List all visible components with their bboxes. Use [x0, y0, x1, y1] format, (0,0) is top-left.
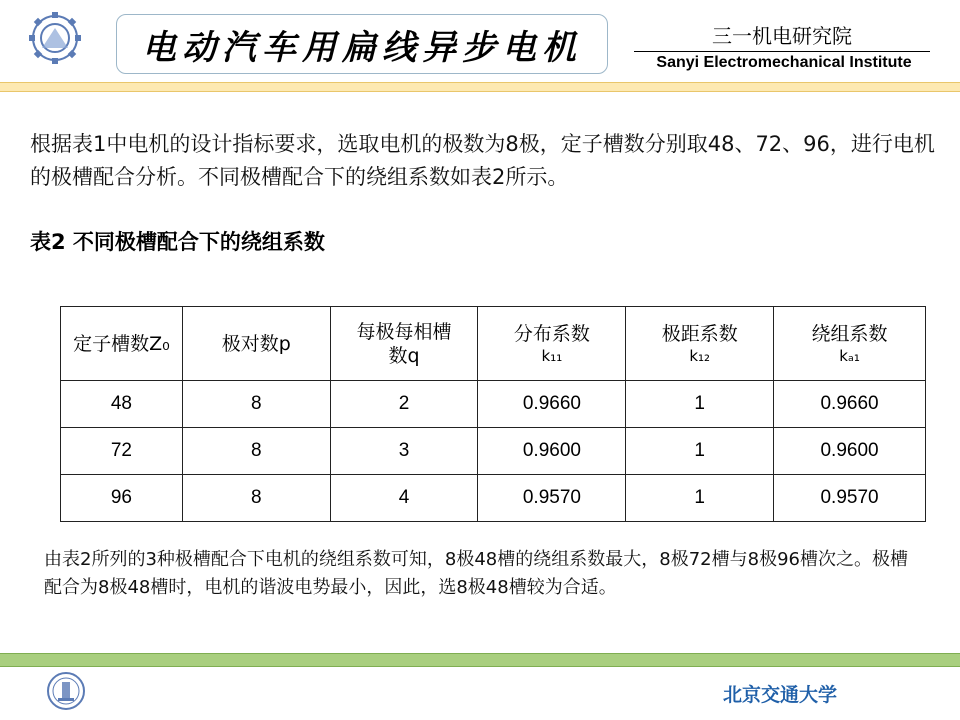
table-cell: 0.9600: [478, 428, 626, 475]
header-distribution-factor-symbol: k₁₁: [541, 346, 563, 365]
table-cell: 0.9570: [478, 475, 626, 522]
institute-name-en: Sanyi Electromechanical Institute: [656, 54, 912, 71]
footer-band: [0, 653, 960, 667]
table-caption: 表2 不同极槽配合下的绕组系数: [30, 230, 325, 254]
table-cell: 1: [626, 428, 774, 475]
university-seal-icon: [46, 671, 86, 711]
table-cell: 0.9600: [774, 428, 926, 475]
intro-paragraph: 根据表1中电机的设计指标要求，选取电机的极数为8极，定子槽数分别取48、72、96，进行电机的极槽配合分析。不同极槽配合下的绕组系数如表2所示。: [30, 132, 935, 189]
header-winding-factor-symbol: kₐ₁: [839, 346, 860, 365]
table-row: [61, 475, 926, 522]
header-slots-per-pole-phase-label: 每极每相槽数q: [356, 320, 452, 367]
table-cell: 0.9660: [774, 381, 926, 428]
table-cell: 0.9570: [774, 475, 926, 522]
winding-factor-table: [60, 306, 926, 522]
header-distribution-factor: [478, 307, 626, 381]
header-stator-slots: [61, 307, 183, 381]
table-cell: 0.9660: [478, 381, 626, 428]
table-header-row: [61, 307, 926, 381]
header-distribution-factor-label: 分布系数: [513, 322, 590, 345]
table-cell: 4: [330, 475, 478, 522]
conclusion-paragraph: 由表2所列的3种极槽配合下电机的绕组系数可知，8极48槽的绕组系数最大，8极72槽与8极96槽次之。极槽配合为8极48槽时，电机的谐波电势最小，因此，选8极48槽较为合适。: [44, 549, 908, 598]
table-cell: 8: [182, 381, 330, 428]
institute-name-cn: 三一机电研究院: [712, 24, 852, 48]
table-row: [61, 428, 926, 475]
table-cell: 72: [61, 428, 183, 475]
table-cell: 2: [330, 381, 478, 428]
university-name: 北京交通大学: [722, 684, 837, 706]
header-band: [0, 82, 960, 92]
header-pole-pairs: [182, 307, 330, 381]
header-pole-pairs-label: 极对数p: [221, 332, 291, 355]
header-pitch-factor: [626, 307, 774, 381]
slide-title: [116, 14, 608, 74]
table-cell: 48: [61, 381, 183, 428]
header-stator-slots-label: 定子槽数Z₀: [73, 332, 170, 355]
header-winding-factor: [774, 307, 926, 381]
table-cell: 8: [182, 475, 330, 522]
slide-title-text: 电动汽车用扁线异步电机: [142, 27, 582, 68]
table-cell: 8: [182, 428, 330, 475]
institute-logo-icon: [20, 10, 90, 66]
table-cell: 1: [626, 475, 774, 522]
table-cell: 3: [330, 428, 478, 475]
header-slots-per-pole-phase: [330, 307, 478, 381]
header-pitch-factor-label: 极距系数: [661, 322, 738, 345]
table-cell: 96: [61, 475, 183, 522]
institute-divider: [634, 51, 930, 52]
header-winding-factor-label: 绕组系数: [811, 322, 888, 345]
table-cell: 1: [626, 381, 774, 428]
table-row: [61, 381, 926, 428]
header-pitch-factor-symbol: k₁₂: [689, 346, 711, 365]
